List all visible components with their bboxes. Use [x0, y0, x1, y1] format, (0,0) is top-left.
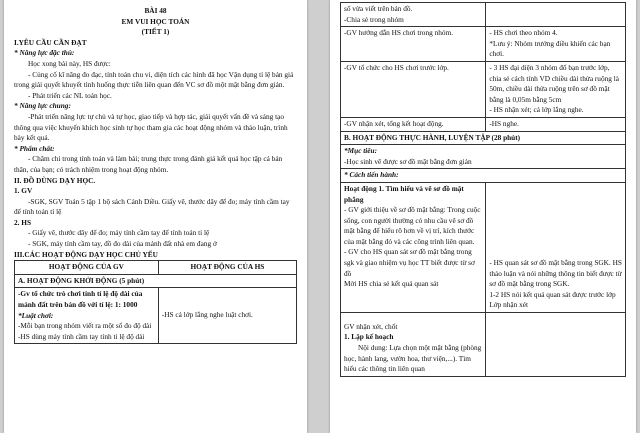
- cell-text: -HS dùng máy tính cầm tay tính tỉ lệ độ dài: [18, 331, 145, 341]
- subheading: 2. HS: [14, 217, 32, 227]
- lesson-period: (TIẾT 1): [141, 27, 170, 37]
- lesson-title: EM VUI HỌC TOÁN: [121, 16, 190, 26]
- table-merged-cell: [341, 145, 626, 169]
- paragraph: - Chăm chỉ trong tính toán và làm bài; trung thực trong đánh giá kết quả học tập cả bản thân, của bạn; có trách nhiệm trong hoạt động nhóm.: [14, 154, 283, 174]
- table-cell-gv: [15, 288, 159, 344]
- cell-text: - 3 HS đại diện 3 nhóm đố bạn trước lớp, chia sẻ cách tính VD chiều dài thửa ruộng là 50m, chiều dài thửa ruộng trên sơ đồ mặt bằng là 0,05m bằng 5cm: [489, 62, 619, 104]
- activity-table-continued: [340, 2, 626, 377]
- cell-text: *Lưu ý: Nhóm trưởng điều khiển các bạn chơi.: [489, 38, 611, 59]
- cell-text: - GV giới thiệu về sơ đồ mặt bằng: Trong cuộc sống, con người thường có nhu cầu vẽ sơ đồ mặt bằng để hiểu rõ hơn về vị trí, kích thước của mặt bằng đó và các công trình liên quan.: [344, 205, 481, 246]
- paragraph: - Phát triển các NL toán học.: [28, 90, 112, 100]
- cell-text: số vừa viết trên bản đồ.: [344, 4, 413, 13]
- table-cell-gv: -GV hướng dẫn HS chơi trong nhóm.: [341, 27, 486, 62]
- section-heading: I.YÊU CẦU CẦN ĐẠT: [14, 37, 87, 47]
- table-cell-gv: -GV nhận xét, tổng kết hoạt động.: [341, 117, 486, 131]
- cell-text: 1-2 HS nói kết quả quan sát được trước lớp Lớp nhận xét: [489, 289, 616, 310]
- lesson-number: BÀI 48: [144, 6, 167, 15]
- cell-text: - HS chơi theo nhóm 4.: [489, 28, 558, 38]
- cell-text: -Mỗi bạn trong nhóm viết ra một số đo độ dài: [18, 321, 152, 331]
- table-cell-hs: [158, 288, 296, 344]
- cell-text: Nội dung: Lựa chọn một mặt bằng (phòng học, hành lang, vườn hoa, thư viện,...). Tìm hiểu các thông tin liên quan: [344, 343, 482, 374]
- table-row: [341, 117, 626, 131]
- cell-text: -Học sinh vẽ được sơ đồ mặt bằng đơn giản: [344, 156, 472, 166]
- table-cell-gv: -GV tổ chức cho HS chơi trước lớp.: [341, 61, 486, 117]
- page-right-content: [340, 2, 626, 377]
- cell-text: -Gv tổ chức trò chơi tính tỉ lệ độ dài của mảnh đất trên bản đồ với tỉ lệ: 1: 1000: [18, 289, 143, 310]
- table-cell-gv: [341, 3, 486, 27]
- table-cell-gv: [341, 312, 486, 376]
- table-cell-hs: [486, 182, 626, 312]
- table-row: [341, 3, 626, 27]
- table-cell-gv: [341, 182, 486, 312]
- cell-text: Hoạt động 1. Tìm hiểu và vẽ sơ đồ mặt phẳng: [344, 183, 464, 204]
- table-header-hs: HOẠT ĐỘNG CỦA HS: [158, 261, 296, 275]
- activity-table: [14, 260, 297, 344]
- cell-text: -Chia sẻ trong nhóm: [344, 14, 404, 24]
- paragraph: -SGK, SGV Toán 5 tập 1 bộ sách Cánh Diều. Giấy vẽ, thước dây để đo; máy tính cầm tay để tính toán tỉ lệ: [14, 196, 290, 217]
- cell-text: Mời HS chia sẻ kết quả quan sát: [344, 279, 439, 289]
- subheading: * Năng lực chung:: [14, 101, 71, 111]
- paragraph: - Giấy vẽ, thước dây để đo; máy tính cầm tay để tính toán tỉ lệ: [28, 228, 210, 238]
- cell-text: -HS cả lớp lắng nghe luật chơi.: [161, 310, 253, 320]
- cell-text: - GV cho HS quan sát sơ đồ mặt bằng trong sgk và giao nhiệm vụ học TT biết được từ sơ đồ: [344, 247, 475, 278]
- table-row: [15, 288, 297, 344]
- cell-text: - HS quan sát sơ đồ mặt bằng trong SGK. HS thảo luận và nói những thông tin biết được từ sơ đồ mặt bằng trong SGK.: [489, 257, 622, 289]
- table-row: [341, 61, 626, 117]
- table-row: [341, 312, 626, 376]
- table-cell-hs: [486, 61, 626, 117]
- table-cell-hs: -HS nghe.: [486, 117, 626, 131]
- subheading: 1. GV: [14, 186, 33, 196]
- paragraph: -Phát triển năng lực tự chủ và tự học, giao tiếp và hợp tác, giải quyết vấn đề và sáng tạo thông qua việc khuyến khích học sinh tự học tham gia các hoạt động nhóm và thảo luận, trình bày kết quả.: [14, 111, 288, 143]
- cell-text: GV nhận xét, chốt: [344, 321, 398, 331]
- table-row: [341, 182, 626, 312]
- table-section-row: A. HOẠT ĐỘNG KHỞI ĐỘNG (5 phút): [15, 274, 297, 288]
- cell-text: - HS nhận xét; cả lớp lắng nghe.: [489, 105, 584, 115]
- table-cell-hs: [486, 3, 626, 27]
- section-heading: II. ĐỒ DÙNG DẠY HỌC.: [14, 175, 96, 185]
- table-row: [341, 27, 626, 62]
- section-heading: III.CÁC HOẠT ĐỘNG DẠY HỌC CHỦ YẾU: [14, 249, 158, 259]
- cell-text: 1. Lập kế hoạch: [344, 332, 394, 342]
- cell-text: *Luật chơi:: [18, 310, 54, 320]
- subheading: * Phẩm chất:: [14, 143, 55, 153]
- paragraph: - Củng cố kĩ năng đo đạc, tính toán chu vi, diện tích các hình đã học Vận dụng tỉ lệ bản giả trong giải quyết khuyết tình huống thực tiễn liên quan đến VC sơ đồ một mặt bằng đơn giản.: [14, 69, 294, 90]
- page-left-content: [14, 6, 297, 344]
- cell-text: *Mục tiêu:: [344, 146, 378, 156]
- subheading: * Năng lực đặc thù:: [14, 48, 75, 58]
- table-cell-hs: [486, 312, 626, 376]
- table-header-gv: HOẠT ĐỘNG CỦA GV: [15, 261, 159, 275]
- table-cell-hs: [486, 27, 626, 62]
- paragraph: Học xong bài này, HS được:: [28, 58, 111, 68]
- document-page-right: [330, 0, 636, 433]
- paragraph: - SGK, máy tính cầm tay, đồ đo dài của mảnh đất nhà em đang ở: [28, 239, 217, 249]
- document-page-left: [4, 0, 307, 433]
- table-section-row: B. HOẠT ĐỘNG THỰC HÀNH, LUYỆN TẬP (28 phút): [341, 131, 626, 145]
- table-merged-cell: * Cách tiến hành:: [341, 169, 626, 183]
